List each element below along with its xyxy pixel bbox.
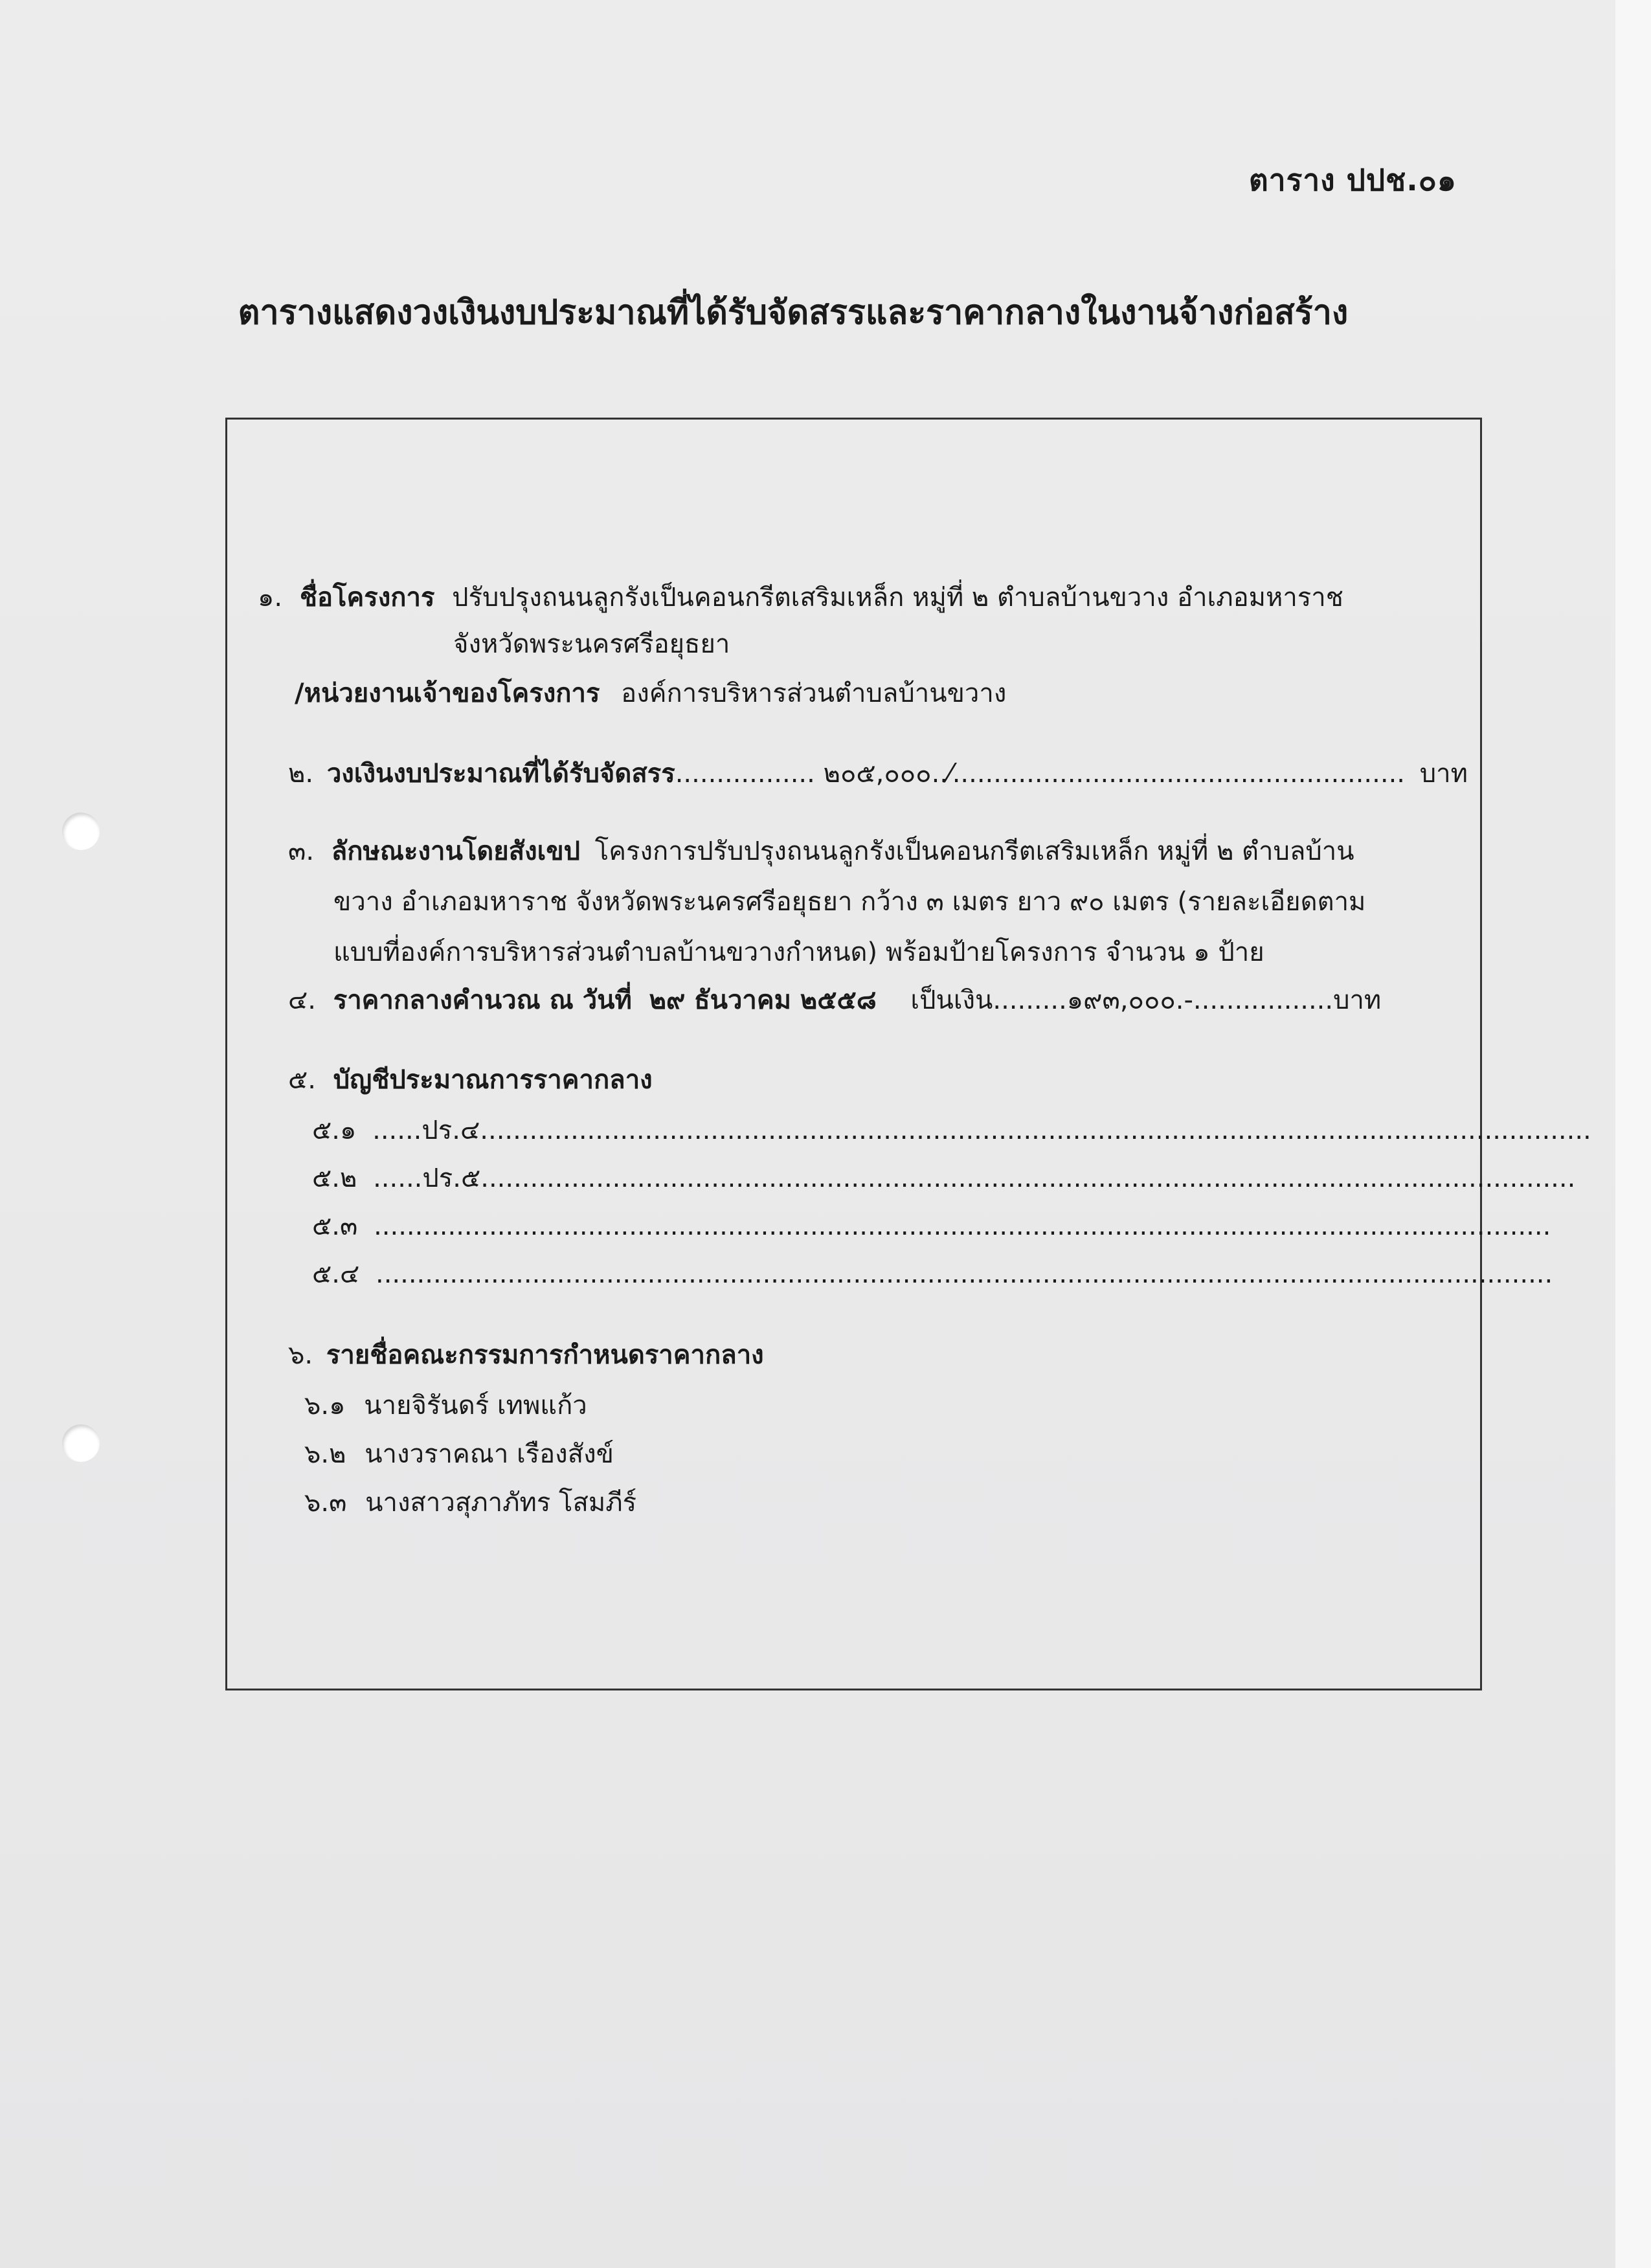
estimate-item-number: ๕.๔	[312, 1259, 360, 1289]
section-1-line-2: จังหวัดพระนครศรีอยุธยา	[453, 629, 730, 659]
section-2-line	[288, 752, 1468, 794]
section-3-line-2: ขวาง อำเภอมหาราช จังหวัดพระนครศรีอยุธยา กว้าง ๓ เมตร ยาว ๙๐ เมตร (รายละเอียดตาม	[333, 887, 1366, 917]
committee-member-number: ๖.๒	[304, 1439, 346, 1469]
project-name: ปรับปรุงถนนลูกรังเป็นคอนกรีตเสริมเหล็ก หมู่ที่ ๒ ตำบลบ้านขวาง อำเภอมหาราช	[452, 583, 1343, 612]
estimate-item-number: ๕.๒	[312, 1163, 357, 1193]
section-4-number: ๔.	[288, 985, 316, 1015]
section-1-owner-line	[295, 672, 1006, 713]
form-code: ตาราง ปปช.๐๑	[1248, 163, 1457, 197]
estimate-item-text: ...............................................................................................................................................	[375, 1259, 1553, 1289]
estimate-item-number: ๕.๑	[312, 1116, 357, 1145]
section-3-text: โครงการปรับปรุงถนนลูกรังเป็นคอนกรีตเสริมเหล็ก หมู่ที่ ๒ ตำบลบ้าน	[594, 836, 1354, 866]
section-4-label: ราคากลางคำนวณ ณ วันที่	[333, 985, 632, 1015]
estimate-item	[312, 1253, 1553, 1294]
budget-unit: บาท	[1419, 759, 1468, 789]
estimate-item	[312, 1157, 1575, 1198]
punch-hole-top	[62, 813, 100, 850]
punch-hole-bottom	[62, 1424, 100, 1462]
document-title: ตารางแสดงวงเงินงบประมาณที่ได้รับจัดสรรและราคากลางในงานจ้างก่อสร้าง	[238, 293, 1349, 332]
scan-edge	[1615, 0, 1651, 2268]
section-2-number: ๒.	[288, 759, 314, 789]
section-3-label: ลักษณะงานโดยสังเขป	[331, 836, 581, 866]
committee-member-name: นางสาวสุภาภัทร โสมภีร์	[365, 1488, 637, 1518]
section-6-label: รายชื่อคณะกรรมการกำหนดราคากลาง	[326, 1340, 764, 1370]
owner-name: องค์การบริหารส่วนตำบลบ้านขวาง	[621, 679, 1007, 708]
section-2-label: วงเงินงบประมาณที่ได้รับจัดสรร	[326, 759, 675, 789]
section-1-line-1	[258, 576, 1343, 618]
committee-member	[304, 1433, 614, 1474]
committee-member	[304, 1384, 587, 1426]
section-3-number: ๓.	[288, 836, 315, 866]
section-5-label: บัญชีประมาณการราคากลาง	[333, 1065, 653, 1095]
estimate-item	[312, 1205, 1551, 1246]
estimate-item-text: ......ปร.๕.....................................................................................................................................	[373, 1163, 1576, 1193]
section-3-line-3: แบบที่องค์การบริหารส่วนตำบลบ้านขวางกำหนด) พร้อมป้ายโครงการ จำนวน ๑ ป้าย	[333, 938, 1264, 967]
section-6-number: ๖.	[288, 1340, 313, 1370]
section-1-label: ชื่อโครงการ	[299, 583, 435, 612]
median-price-amount: เป็นเงิน.........๑๙๓,๐๐๐.-.................บาท	[910, 985, 1382, 1015]
committee-member-number: ๖.๓	[304, 1488, 347, 1518]
section-3-line-1	[288, 830, 1354, 871]
committee-member-number: ๖.๑	[304, 1391, 346, 1420]
section-5-header	[288, 1059, 653, 1100]
section-4-line	[288, 979, 1381, 1020]
section-5-number: ๕.	[288, 1065, 316, 1095]
calculation-date: ๒๙ ธันวาคม ๒๕๕๘	[649, 985, 877, 1015]
estimate-item-text: ......ปร.๔.......................................................................................................................................	[372, 1116, 1591, 1145]
section-1-number: ๑.	[258, 583, 283, 612]
estimate-item-text: ...............................................................................................................................................	[374, 1211, 1551, 1241]
committee-member-name: นางวราคณา เรืองสังข์	[365, 1439, 614, 1469]
estimate-item-number: ๕.๓	[312, 1211, 358, 1241]
committee-member	[304, 1481, 636, 1523]
estimate-item	[312, 1109, 1591, 1151]
owner-label: /หน่วยงานเจ้าของโครงการ	[295, 679, 600, 708]
section-6-header	[288, 1334, 764, 1375]
budget-value: ................. ๒๐๕,๐๐๐..⁄.......................................................	[675, 759, 1406, 789]
committee-member-name: นายจิรันดร์ เทพแก้ว	[364, 1391, 587, 1420]
